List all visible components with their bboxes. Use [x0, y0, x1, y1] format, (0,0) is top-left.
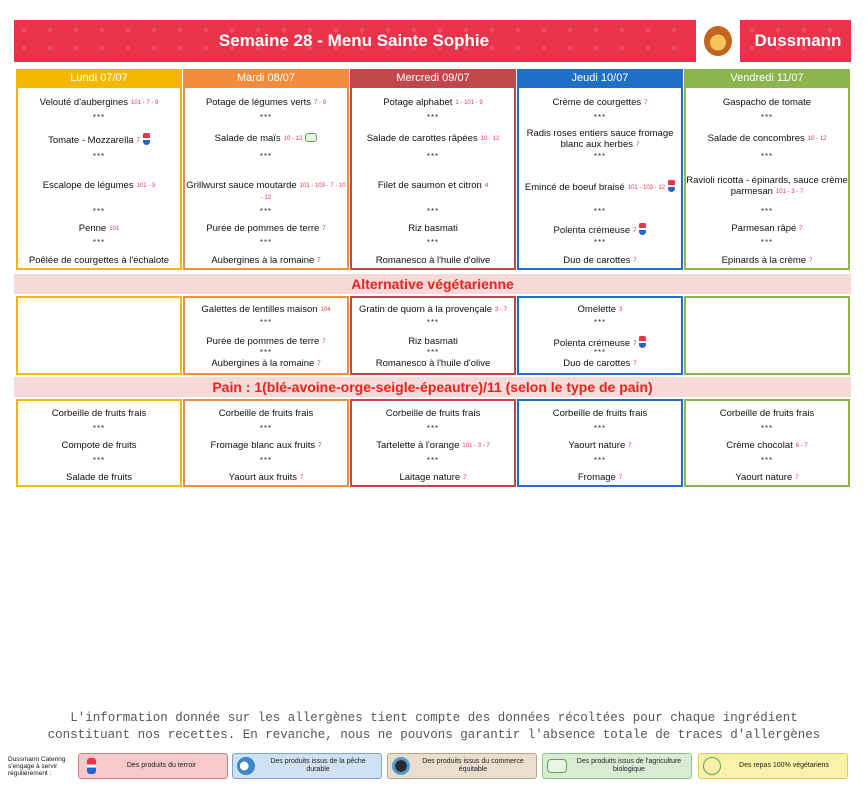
lunch-item	[18, 255, 180, 266]
dish-name: Omelette	[577, 304, 617, 315]
lunch-item	[519, 180, 681, 194]
bio-icon	[305, 133, 317, 142]
fairtrade-icon	[392, 757, 410, 775]
veg-item	[185, 336, 347, 348]
lunch-item	[18, 180, 180, 192]
allergen-codes: 7	[633, 361, 637, 367]
dish-name: Corbeille de fruits frais	[552, 408, 648, 419]
veg-item	[352, 304, 514, 316]
dish-separator: ***	[92, 424, 106, 433]
dish-name: Potage alphabet	[383, 97, 453, 108]
legend-item	[542, 753, 692, 779]
dish-name: Salade de concombres	[707, 133, 805, 144]
dish-name: Yaourt nature	[735, 472, 793, 483]
dish-name: Aubergines à la romaine	[211, 255, 315, 266]
dish-separator: ***	[426, 424, 440, 433]
dish-name: Riz basmati	[408, 223, 458, 234]
dish-separator: ***	[92, 456, 106, 465]
terroir-flag-icon	[639, 336, 646, 348]
veg-menu-lundi	[16, 296, 182, 375]
dish-separator: ***	[426, 238, 440, 247]
allergen-codes: 7	[633, 258, 637, 264]
veg-menu-jeudi	[517, 296, 683, 375]
dessert-item	[18, 472, 180, 483]
lunch-item	[686, 97, 848, 108]
dish-separator: ***	[259, 238, 273, 247]
dessert-item	[352, 408, 514, 419]
lunch-item	[352, 255, 514, 266]
bread-info: Pain : 1(blé-avoine-orge-seigle-épeautre)/11 (selon le type de pain)	[14, 377, 851, 397]
dish-separator: ***	[593, 207, 607, 216]
veg-menu-mardi	[183, 296, 349, 375]
allergen-codes: 6 - 7	[795, 443, 808, 449]
allergen-codes: 7	[799, 226, 803, 232]
terroir-flag-icon	[143, 133, 150, 145]
lunch-item	[686, 223, 848, 235]
allergen-codes: 101 - 3 - 7	[462, 443, 490, 449]
brand-logo-text: Dussmann	[754, 31, 842, 50]
lunch-item	[185, 97, 347, 109]
day-header-mardi: Mardi 08/07	[183, 69, 349, 88]
dessert-item	[185, 440, 347, 452]
allergen-codes: 7	[463, 475, 467, 481]
dish-name: Tartelette à l'orange	[376, 440, 460, 451]
dish-separator: ***	[760, 424, 774, 433]
lunch-item	[185, 133, 347, 145]
dessert-item	[519, 408, 681, 419]
dish-separator: ***	[426, 318, 440, 327]
dish-separator: ***	[426, 348, 440, 357]
day-header-mercredi: Mercredi 09/07	[350, 69, 516, 88]
dish-name: Radis roses entiers sauce fromage blanc aux herbes	[526, 128, 674, 150]
lunch-item	[519, 223, 681, 237]
allergen-codes: 7	[300, 475, 304, 481]
dish-name: Yaourt nature	[568, 440, 626, 451]
dish-separator: ***	[593, 424, 607, 433]
dish-separator: ***	[92, 238, 106, 247]
dish-name: Duo de carottes	[563, 255, 631, 266]
lunch-menu-mercredi	[350, 88, 516, 270]
dessert-menu-vendredi	[684, 399, 850, 487]
dish-name: Polenta crémeuse	[553, 338, 631, 349]
legend-label: Des repas 100% végétariens	[739, 762, 829, 769]
dessert-item	[686, 440, 848, 452]
dish-name: Romanesco à l'huile d'olive	[375, 358, 491, 369]
dish-separator: ***	[760, 207, 774, 216]
dish-separator: ***	[426, 113, 440, 122]
lunch-menu-vendredi	[684, 88, 850, 270]
dish-separator: ***	[593, 238, 607, 247]
allergen-codes: 7	[322, 339, 326, 345]
veg-item	[519, 358, 681, 370]
legend-item	[387, 753, 537, 779]
dish-name: Corbeille de fruits frais	[385, 408, 481, 419]
legend-item	[698, 753, 848, 779]
lunch-item	[686, 175, 848, 198]
lunch-item	[519, 255, 681, 267]
disclaimer-line-1: L'information donnée sur les allergènes tient compte des données récoltées pour chaque ingrédient	[70, 711, 798, 725]
dish-name: Ravioli ricotta - épinards, sauce crème parmesan	[686, 175, 848, 197]
lunch-item	[352, 133, 514, 145]
allergen-codes: 7	[644, 100, 648, 106]
dish-name: Tomate - Mozzarella	[48, 135, 134, 146]
dish-name: Duo de carottes	[563, 358, 631, 369]
dish-name: Gratin de quorn à la provençale	[358, 304, 493, 315]
dish-name: Filet de saumon et citron	[377, 180, 482, 191]
allergen-codes: 10 - 12	[480, 136, 500, 142]
dish-name: Crème chocolat	[726, 440, 793, 451]
dessert-item	[18, 440, 180, 451]
lunch-item	[18, 133, 180, 147]
allergen-codes: 1 - 101 - 9	[455, 100, 483, 106]
allergen-codes: 7	[136, 138, 140, 144]
day-header-jeudi: Jeudi 10/07	[517, 69, 683, 88]
dessert-item	[185, 408, 347, 419]
lion-logo	[696, 20, 740, 62]
veggie-icon	[703, 757, 721, 775]
allergen-codes: 101 - 3	[136, 183, 156, 189]
legend-item	[232, 753, 382, 779]
veg-item	[352, 336, 514, 347]
dish-name: Aubergines à la romaine	[211, 358, 315, 369]
terroir-flag-icon	[639, 223, 646, 235]
dish-separator: ***	[426, 152, 440, 161]
dish-separator: ***	[259, 424, 273, 433]
allergen-codes: 101	[109, 226, 120, 232]
allergen-disclaimer	[0, 710, 868, 744]
dish-name: Romanesco à l'huile d'olive	[375, 255, 491, 266]
dessert-menu-jeudi	[517, 399, 683, 487]
dish-separator: ***	[760, 113, 774, 122]
dish-name: Salade de maïs	[214, 133, 281, 144]
dish-separator: ***	[593, 348, 607, 357]
dish-separator: ***	[593, 318, 607, 327]
dessert-menu-lundi	[16, 399, 182, 487]
fish-icon	[237, 757, 255, 775]
day-header-lundi: Lundi 07/07	[16, 69, 182, 88]
lion-icon	[704, 26, 732, 56]
dish-name: Compote de fruits	[61, 440, 137, 451]
veg-menu-mercredi	[350, 296, 516, 375]
dessert-item	[686, 472, 848, 484]
legend-label: Des produits du terroir	[126, 762, 197, 769]
legend-label: Des produits issus de l'agriculture biologique	[576, 758, 682, 773]
dish-name: Corbeille de fruits frais	[51, 408, 147, 419]
lunch-menu-mardi	[183, 88, 349, 270]
dessert-item	[185, 472, 347, 484]
allergen-codes: 4	[484, 183, 489, 189]
dish-separator: ***	[259, 152, 273, 161]
lunch-item	[18, 223, 180, 235]
legend-label: Des produits issus du commerce équitable	[422, 758, 524, 773]
dish-separator: ***	[259, 113, 273, 122]
dish-name: Emincé de boeuf braisé	[524, 182, 625, 193]
dessert-menu-mardi	[183, 399, 349, 487]
dish-name: Polenta crémeuse	[553, 225, 631, 236]
dessert-item	[352, 440, 514, 452]
disclaimer-line-2: constituant nos recettes. En revanche, nous ne pouvons garantir l'absence totale de traces d'allergènes	[47, 728, 821, 742]
dish-name: Galettes de lentilles maison	[201, 304, 318, 315]
veg-item	[185, 358, 347, 370]
dish-name: Penne	[78, 223, 107, 234]
allergen-codes: 101 - 3 - 7	[775, 189, 804, 195]
legend-label: Des produits issus de la pêche durable	[270, 758, 366, 773]
allergen-codes: 104	[320, 307, 331, 313]
dish-name: Salade de carottes râpées	[366, 133, 478, 144]
dish-name: Velouté d'aubergines	[39, 97, 129, 108]
legend-item	[78, 753, 228, 779]
dish-name: Escalope de légumes	[42, 180, 134, 191]
dish-separator: ***	[259, 456, 273, 465]
dessert-item	[686, 408, 848, 419]
dish-name: Gaspacho de tomate	[722, 97, 812, 108]
allergen-codes: 10 - 12	[283, 136, 303, 142]
lunch-item	[519, 128, 681, 151]
terroir-flag-icon	[87, 758, 96, 774]
dish-separator: ***	[259, 348, 273, 357]
dish-separator: ***	[259, 318, 273, 327]
dish-separator: ***	[92, 113, 106, 122]
lunch-item	[686, 255, 848, 267]
allergen-codes: 3 - 7	[495, 307, 508, 313]
veg-menu-vendredi	[684, 296, 850, 375]
lunch-menu-jeudi	[517, 88, 683, 270]
veg-item	[185, 304, 347, 316]
allergen-codes: 10 - 12	[807, 136, 827, 142]
allergen-codes: 101 - 7 - 9	[131, 100, 159, 106]
menu-header	[14, 20, 851, 62]
dish-separator: ***	[259, 207, 273, 216]
lunch-menu-lundi	[16, 88, 182, 270]
dessert-item	[18, 408, 180, 419]
allergen-codes: 7 - 9	[314, 100, 327, 106]
lunch-item	[185, 223, 347, 235]
lunch-item	[352, 180, 514, 192]
veg-section-title: Alternative végétarienne	[14, 274, 851, 294]
dish-name: Epinards à la crème	[721, 255, 807, 266]
allergen-codes: 7	[322, 226, 326, 232]
dish-name: Corbeille de fruits frais	[218, 408, 314, 419]
lunch-item	[185, 180, 347, 204]
dish-name: Riz basmati	[408, 336, 458, 347]
dish-name: Grillwurst sauce moutarde	[186, 180, 297, 191]
lunch-item	[185, 255, 347, 267]
day-header-vendredi: Vendredi 11/07	[684, 69, 850, 88]
dish-name: Yaourt aux fruits	[228, 472, 298, 483]
dish-separator: ***	[593, 113, 607, 122]
lunch-item	[352, 97, 514, 109]
allergen-codes: 7	[318, 443, 322, 449]
dish-name: Fromage blanc aux fruits	[210, 440, 316, 451]
dish-name: Parmesan râpé	[731, 223, 797, 234]
dish-name: Fromage	[577, 472, 616, 483]
dish-separator: ***	[593, 456, 607, 465]
dish-separator: ***	[760, 238, 774, 247]
allergen-codes: 7	[317, 258, 321, 264]
allergen-codes: 7	[317, 361, 321, 367]
allergen-codes: 7	[628, 443, 632, 449]
veg-item	[352, 358, 514, 369]
dish-name: Purée de pommes de terre	[206, 336, 320, 347]
dish-separator: ***	[426, 207, 440, 216]
terroir-flag-icon	[668, 180, 675, 192]
page-title: Semaine 28 - Menu Sainte Sophie	[218, 31, 490, 50]
allergen-codes: 7	[636, 142, 640, 148]
dish-separator: ***	[760, 456, 774, 465]
dish-name: Potage de légumes verts	[205, 97, 312, 108]
dish-separator: ***	[760, 152, 774, 161]
allergen-codes: 7	[795, 475, 799, 481]
dish-separator: ***	[92, 152, 106, 161]
allergen-codes: 7	[633, 341, 637, 347]
allergen-codes: 101 - 103 - 12	[627, 185, 666, 191]
dessert-menu-mercredi	[350, 399, 516, 487]
dessert-item	[352, 472, 514, 484]
dish-separator: ***	[593, 152, 607, 161]
dish-name: Corbeille de fruits frais	[719, 408, 815, 419]
allergen-codes: 101 - 103 - 7 - 10 - 12	[260, 183, 346, 201]
dish-separator: ***	[426, 456, 440, 465]
legend-intro: Dussmann Catering s'engage à servir régulièrement :	[8, 756, 66, 777]
allergen-codes: 7	[809, 258, 813, 264]
lunch-item	[519, 97, 681, 109]
veg-item	[519, 304, 681, 316]
dish-name: Laitage nature	[399, 472, 461, 483]
dessert-item	[519, 472, 681, 484]
lunch-item	[686, 133, 848, 145]
allergen-codes: 3	[619, 307, 623, 313]
allergen-codes: 7	[618, 475, 623, 481]
lunch-item	[18, 97, 180, 109]
dish-name: Purée de pommes de terre	[206, 223, 320, 234]
dish-separator: ***	[92, 207, 106, 216]
lunch-item	[352, 223, 514, 234]
dessert-item	[519, 440, 681, 452]
bio-icon	[547, 759, 567, 773]
dish-name: Salade de fruits	[65, 472, 132, 483]
dish-name: Crème de courgettes	[552, 97, 642, 108]
dish-name: Poêlée de courgettes à l'échalote	[28, 255, 170, 266]
allergen-codes: 7	[633, 228, 637, 234]
